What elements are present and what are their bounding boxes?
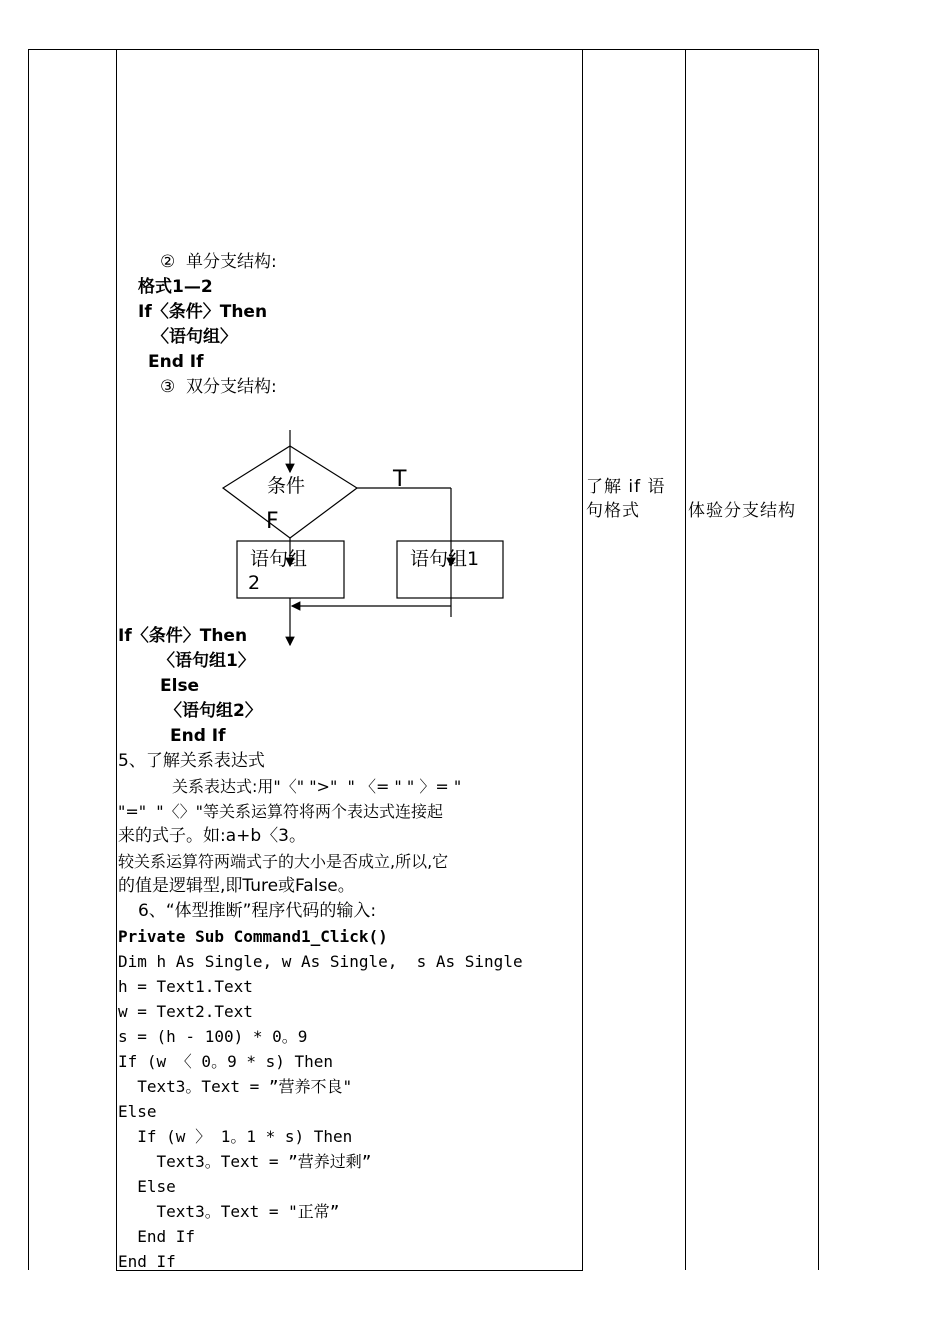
single-format-label: 格式1—2 <box>138 277 213 297</box>
condition-label: 条件 <box>267 475 306 497</box>
double-branch-heading: ③ 双分支结构: <box>160 377 277 397</box>
false-label: F <box>266 509 279 534</box>
true-label: T <box>393 467 407 492</box>
code-line: Else <box>118 1177 176 1196</box>
code-line: Private Sub Command1_Click() <box>118 927 388 946</box>
statement-box-2-line2: 2 <box>248 572 261 594</box>
relation-line2: "=" "〈〉"等关系运算符将两个表达式连接起 <box>118 802 444 821</box>
statement-box-1-label: 语句组1 <box>410 548 480 570</box>
col3-line2: 句格式 <box>586 501 640 521</box>
code-line: Dim h As Single, w As Single, s As Single <box>118 952 523 971</box>
double-end: End If <box>170 726 226 746</box>
code-line: End If <box>118 1227 196 1246</box>
relation-line1: 关系表达式:用"〈" ">" " 〈= " " 〉= " <box>172 777 462 796</box>
double-stmt2: 〈语句组2〉 <box>165 701 262 721</box>
code-line: If (w 〈 0。9 * s) Then <box>118 1052 334 1071</box>
code-line: Text3。Text = ”营养过剩” <box>118 1152 372 1171</box>
double-if-line: If〈条件〉Then <box>118 626 248 646</box>
single-end-line: End If <box>148 352 204 372</box>
code-line: h = Text1.Text <box>118 977 253 996</box>
relation-line4: 较关系运算符两端式子的大小是否成立,所以,它 <box>118 852 449 871</box>
relation-line5: 的值是逻辑型,即Ture或False。 <box>118 876 355 896</box>
single-stmt-line: 〈语句组〉 <box>152 327 237 347</box>
program-heading: 6、“体型推断”程序代码的输入: <box>138 901 377 921</box>
single-branch-heading: ② 单分支结构: <box>160 252 277 272</box>
code-line: Text3。Text = "正常” <box>118 1202 340 1221</box>
statement-box-2-line1: 语句组 <box>250 548 308 570</box>
code-line: End If <box>118 1252 176 1271</box>
single-if-line: If〈条件〉Then <box>138 302 268 322</box>
relation-line3: 来的式子。如:a+b〈3。 <box>118 826 306 846</box>
col3-line1: 了解 if 语 <box>586 477 666 497</box>
code-line: w = Text2.Text <box>118 1002 253 1021</box>
code-line: s = (h - 100) * 0。9 <box>118 1027 308 1046</box>
relation-heading: 5、了解关系表达式 <box>118 751 265 771</box>
col4-text: 体验分支结构 <box>688 501 796 521</box>
code-line: If (w 〉 1。1 * s) Then <box>118 1127 353 1146</box>
double-stmt1: 〈语句组1〉 <box>158 651 255 671</box>
code-line: Else <box>118 1102 157 1121</box>
double-else: Else <box>160 676 200 696</box>
code-line: Text3。Text = ”营养不良" <box>118 1077 353 1096</box>
